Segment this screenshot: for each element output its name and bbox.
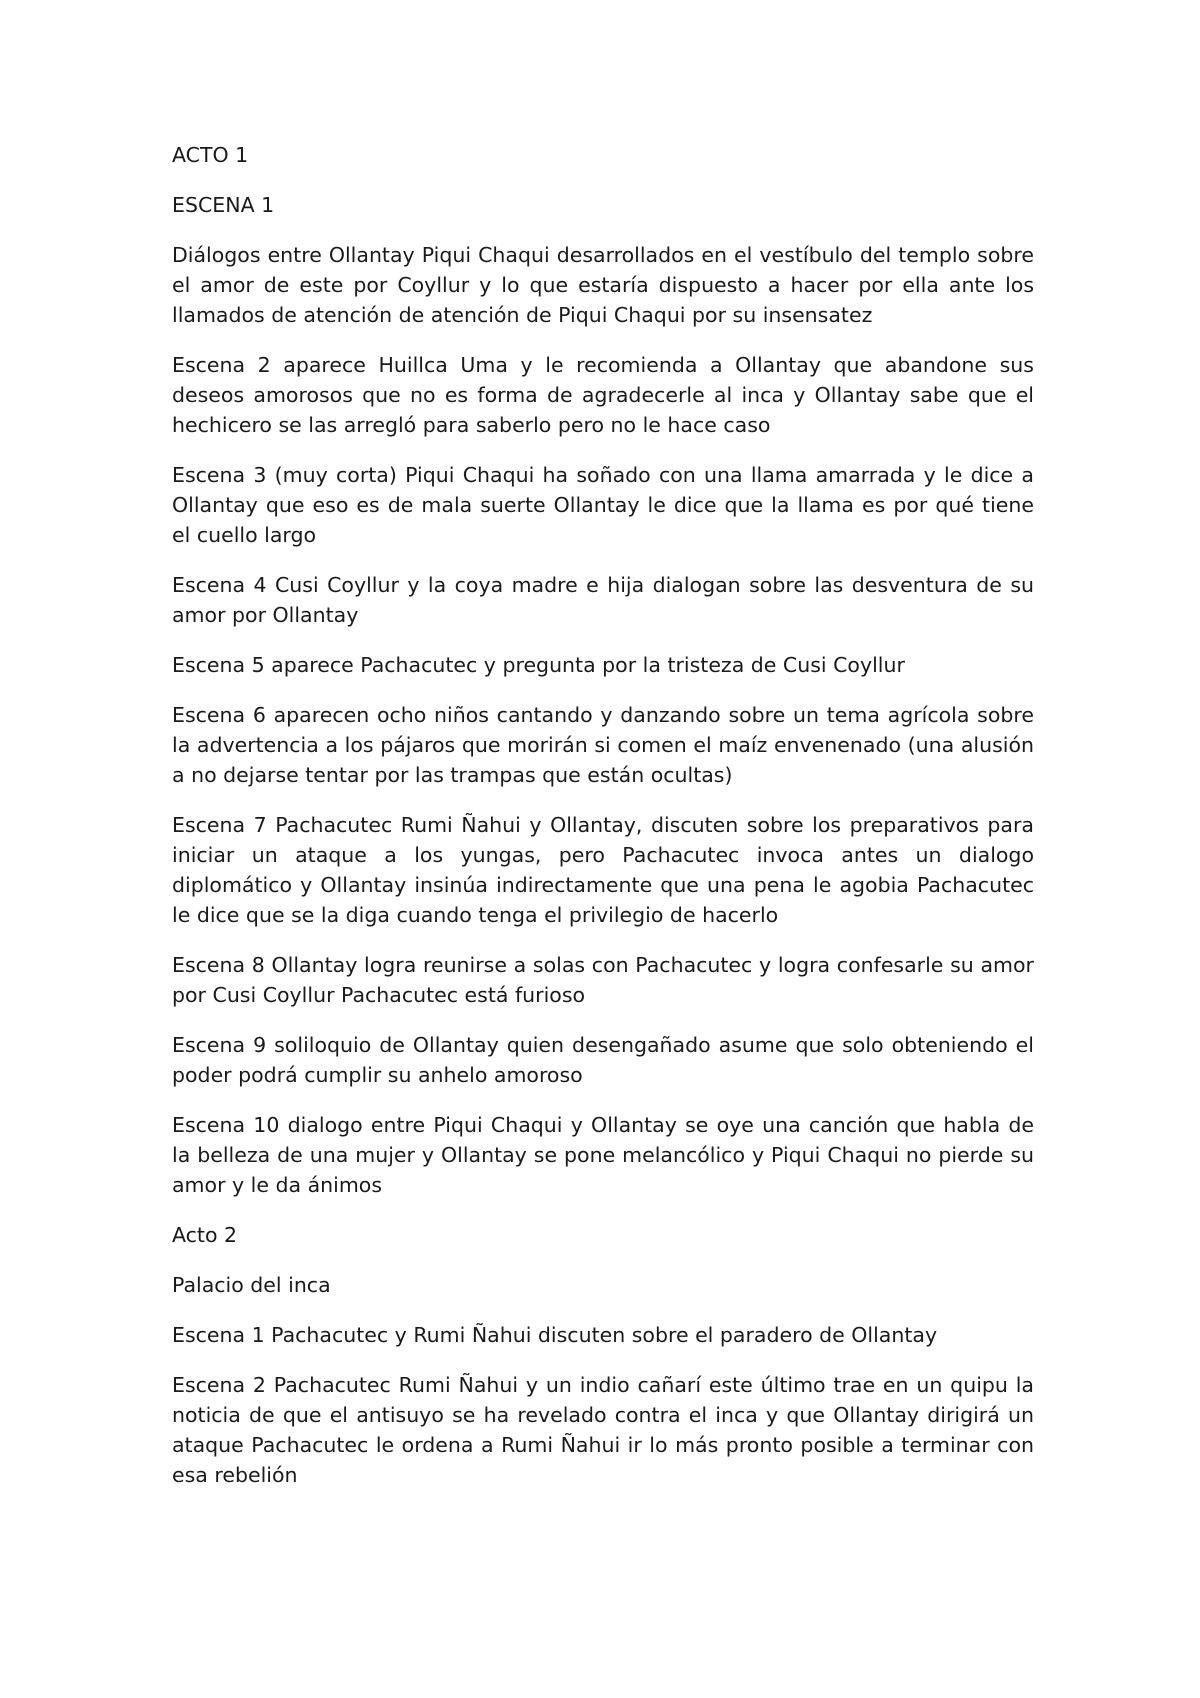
paragraph: Escena 4 Cusi Coyllur y la coya madre e hija dialogan sobre las desventura de su amor por Ollantay xyxy=(172,573,1034,627)
paragraph: Escena 5 aparece Pachacutec y pregunta por la tristeza de Cusi Coyllur xyxy=(172,653,905,677)
paragraph: Escena 6 aparecen ocho niños cantando y danzando sobre un tema agrícola sobre la advertencia a los pájaros que morirán si comen el maíz envenenado (una alusión a no dejarse tentar por las trampas que están ocultas) xyxy=(172,703,1034,787)
paragraph: Diálogos entre Ollantay Piqui Chaqui desarrollados en el vestíbulo del templo sobre el amor de este por Coyllur y lo que estaría dispuesto a hacer por ella ante los llamados de atención de atención de Piqui Chaqui por su insensatez xyxy=(172,243,1034,327)
act-heading: ACTO 1 xyxy=(172,143,249,167)
paragraph: Escena 10 dialogo entre Piqui Chaqui y Ollantay se oye una canción que habla de la belleza de una mujer y Ollantay se pone melancólico y Piqui Chaqui no pierde su amor y le da ánimos xyxy=(172,1113,1034,1197)
paragraph: Escena 7 Pachacutec Rumi Ñahui y Ollantay, discuten sobre los preparativos para iniciar un ataque a los yungas, pero Pachacutec invoca antes un dialogo diplomático y Ollantay insinúa indirectamente que una pena le agobia Pachacutec le dice que se la diga cuando tenga el privilegio de hacerlo xyxy=(172,813,1034,927)
paragraph: Escena 2 Pachacutec Rumi Ñahui y un indio cañarí este último trae en un quipu la noticia de que el antisuyo se ha revelado contra el inca y que Ollantay dirigirá un ataque Pachacutec le ordena a Rumi Ñahui ir lo más pronto posible a terminar con esa rebelión xyxy=(172,1373,1034,1487)
paragraph: Escena 1 Pachacutec y Rumi Ñahui discuten sobre el paradero de Ollantay xyxy=(172,1323,938,1347)
paragraph: Escena 9 soliloquio de Ollantay quien desengañado asume que solo obteniendo el poder podrá cumplir su anhelo amoroso xyxy=(172,1033,1034,1087)
act-heading: Acto 2 xyxy=(172,1223,238,1247)
setting-heading: Palacio del inca xyxy=(172,1273,331,1297)
paragraph: Escena 3 (muy corta) Piqui Chaqui ha soñado con una llama amarrada y le dice a Ollantay que eso es de mala suerte Ollantay le dice que la llama es por qué tiene el cuello largo xyxy=(172,463,1034,547)
scene-heading: ESCENA 1 xyxy=(172,193,275,217)
paragraph: Escena 2 aparece Huillca Uma y le recomienda a Ollantay que abandone sus deseos amorosos que no es forma de agradecerle al inca y Ollantay sabe que el hechicero se las arregló para saberlo pero no le hace caso xyxy=(172,353,1034,437)
paragraph: Escena 8 Ollantay logra reunirse a solas con Pachacutec y logra confesarle su amor por Cusi Coyllur Pachacutec está furioso xyxy=(172,953,1034,1007)
document-page xyxy=(172,140,1034,1510)
